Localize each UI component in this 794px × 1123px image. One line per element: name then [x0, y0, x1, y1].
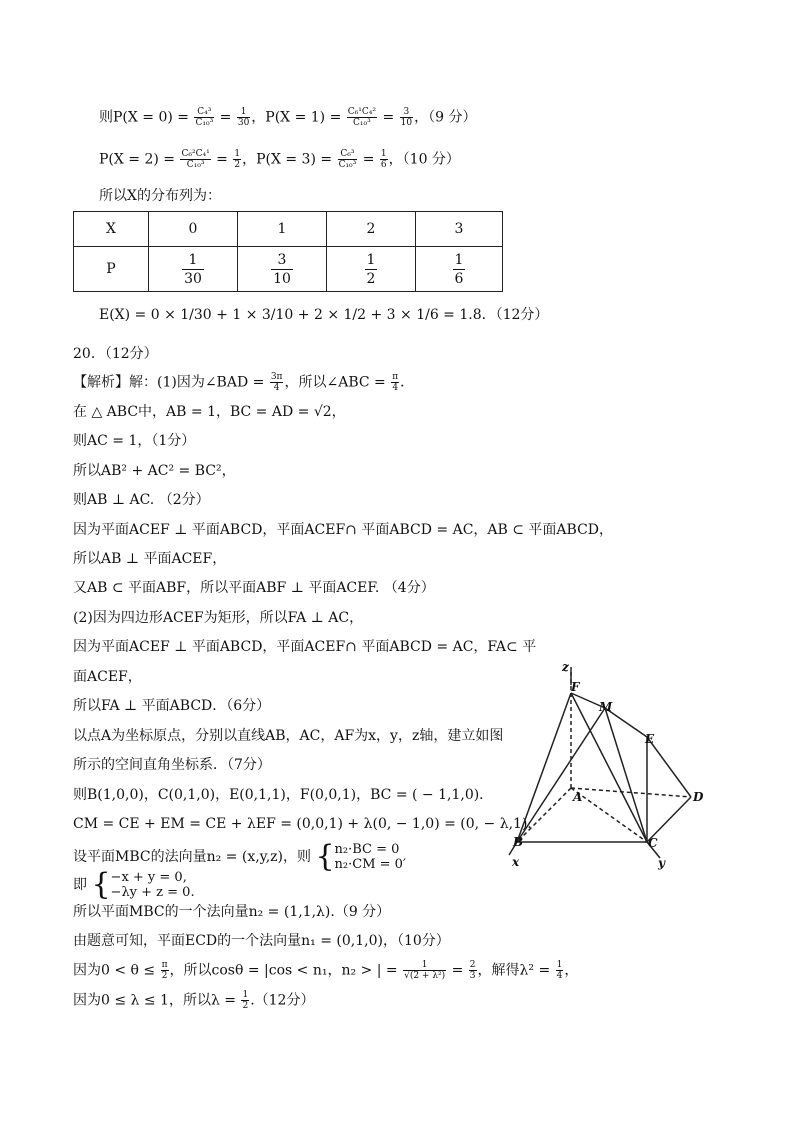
- frac: $\frac{\text{C₆³}}{\text{C₁₀³}}$: [338, 149, 357, 170]
- solution-line: 面ACEF，: [73, 669, 142, 685]
- table-cell: 3: [416, 212, 503, 247]
- label-y: y: [658, 856, 665, 870]
- table-cell: $\frac{1}{2}$: [327, 247, 416, 292]
- table-cell: X: [74, 212, 149, 247]
- distribution-table: [73, 211, 503, 292]
- label-x: x: [512, 855, 520, 869]
- solution-line: 由题意可知，平面ECD的一个法向量n₁ = (0,1,0)，（10分）: [73, 933, 450, 949]
- dist-title: 所以X的分布列为：: [99, 188, 221, 204]
- label-M: M: [599, 700, 613, 714]
- table-cell: 0: [149, 212, 238, 247]
- solution-line: 设平面MBC的法向量n₂ = (x,y,z)，则 { n₂·BC = 0 n₂·CM = 0′: [73, 839, 406, 874]
- label-z: z: [562, 660, 569, 674]
- prob-line-1: 则P(X = 0) = $\frac{\text{C₄³}}{\text{C₁₀³}}$ = $\frac{1}{30}$ ，P(X = 1) = $\frac{\text{C₆¹C₄²}}{\text{C₁₀³}}$ = $\frac{3}{10}$ ，（9 分）: [99, 107, 477, 128]
- label-A: A: [573, 790, 583, 804]
- label-E: E: [645, 732, 655, 746]
- solution-line: 则AB ⊥ AC. （2分）: [73, 492, 210, 508]
- solution-line: 所以AB ⊥ 平面ACEF，: [73, 551, 227, 567]
- solution-line: 因为平面ACEF ⊥ 平面ABCD，平面ACEF∩ 平面ABCD = AC，AB ⊂ 平面ABCD，: [73, 522, 614, 538]
- frac: $\frac{\text{C₆²C₄¹}}{\text{C₁₀³}}$: [181, 149, 210, 170]
- solution-line: (2)因为四边形ACEF为矩形，所以FA ⊥ AC，: [73, 610, 364, 626]
- label-D: D: [693, 790, 704, 804]
- table-cell: $\frac{3}{10}$: [238, 247, 327, 292]
- frac: $\frac{\text{C₄³}}{\text{C₁₀³}}$: [195, 107, 214, 128]
- solution-line: 因为0 ≤ λ ≤ 1，所以λ = $\frac{1}{2}$ .（12分）: [73, 990, 315, 1011]
- solution-line: 【解析】解：(1)因为∠BAD = $\frac{3\pi}{4}$ ，所以∠ABC = $\frac{\pi}{4}$ ．: [73, 372, 415, 393]
- table-cell: 1: [238, 212, 327, 247]
- table-cell: 2: [327, 212, 416, 247]
- solution-line: 因为0 < θ ≤ $\frac{\pi}{2}$ ，所以cosθ = |cos < n₁，n₂ > | = $\frac{1}{\text{√(2 + λ²)}}$ = $\frac{2}{3}$ ，解得λ² = $\frac{1}{4}$ ，: [73, 960, 579, 981]
- solution-line: CM = CE + EM = CE + λEF = (0,0,1) + λ(0, − 1,0) = (0, − λ,1)．: [73, 816, 542, 832]
- prob-line-2: P(X = 2) = $\frac{\text{C₆²C₄¹}}{\text{C₁₀³}}$ = $\frac{1}{2}$ ，P(X = 3) = $\frac{\text{C₆³}}{\text{C₁₀³}}$ = $\frac{1}{6}$ ，（10 分）: [99, 149, 460, 170]
- frac: $\frac{1}{2}$: [234, 149, 241, 170]
- frac: $\frac{3}{10}$: [400, 107, 413, 128]
- question-number: 20．（12分）: [73, 346, 158, 362]
- label-C: C: [648, 836, 658, 850]
- solution-line: 因为平面ACEF ⊥ 平面ABCD，平面ACEF∩ 平面ABCD = AC，FA⊂ 平: [73, 639, 537, 655]
- table-row: [74, 247, 503, 292]
- frac: $\frac{\text{C₆¹C₄²}}{\text{C₁₀³}}$: [347, 107, 376, 128]
- solution-line: 在 △ ABC中，AB = 1，BC = AD = √2，: [73, 404, 346, 420]
- solution-line: 以点A为坐标原点，分别以直线AB，AC，AF为x，y，z轴，建立如图: [73, 728, 504, 744]
- label-F: F: [571, 680, 580, 694]
- geometry-figure: [495, 655, 720, 875]
- solution-line: 则AC = 1，（1分）: [73, 433, 196, 449]
- frac: $\frac{1}{30}$: [237, 107, 250, 128]
- table-cell: P: [74, 247, 149, 292]
- solution-line: 即 { −x + y = 0, −λy + z = 0.: [73, 867, 195, 902]
- solution-line: 所以FA ⊥ 平面ABCD．（6分）: [73, 698, 271, 714]
- frac: $\frac{1}{6}$: [380, 149, 387, 170]
- solution-line: 所以平面MBC的一个法向量n₂ = (1,1,λ).（9 分）: [73, 904, 391, 920]
- table-row: [74, 212, 503, 247]
- table-cell: $\frac{1}{30}$: [149, 247, 238, 292]
- table-cell: $\frac{1}{6}$: [416, 247, 503, 292]
- solution-line: 则B(1,0,0)，C(0,1,0)，E(0,1,1)，F(0,0,1)，BC = ( − 1,1,0)．: [73, 787, 494, 803]
- solution-line: 所示的空间直角坐标系．（7分）: [73, 757, 271, 773]
- expectation: E(X) = 0 × 1/30 + 1 × 3/10 + 2 × 1/2 + 3 × 1/6 = 1.8．（12分）: [99, 307, 549, 323]
- solution-line: 所以AB² + AC² = BC²，: [73, 463, 236, 479]
- label-B: B: [513, 835, 524, 849]
- solution-line: 又AB ⊂ 平面ABF，所以平面ABF ⊥ 平面ACEF. （4分）: [73, 580, 435, 596]
